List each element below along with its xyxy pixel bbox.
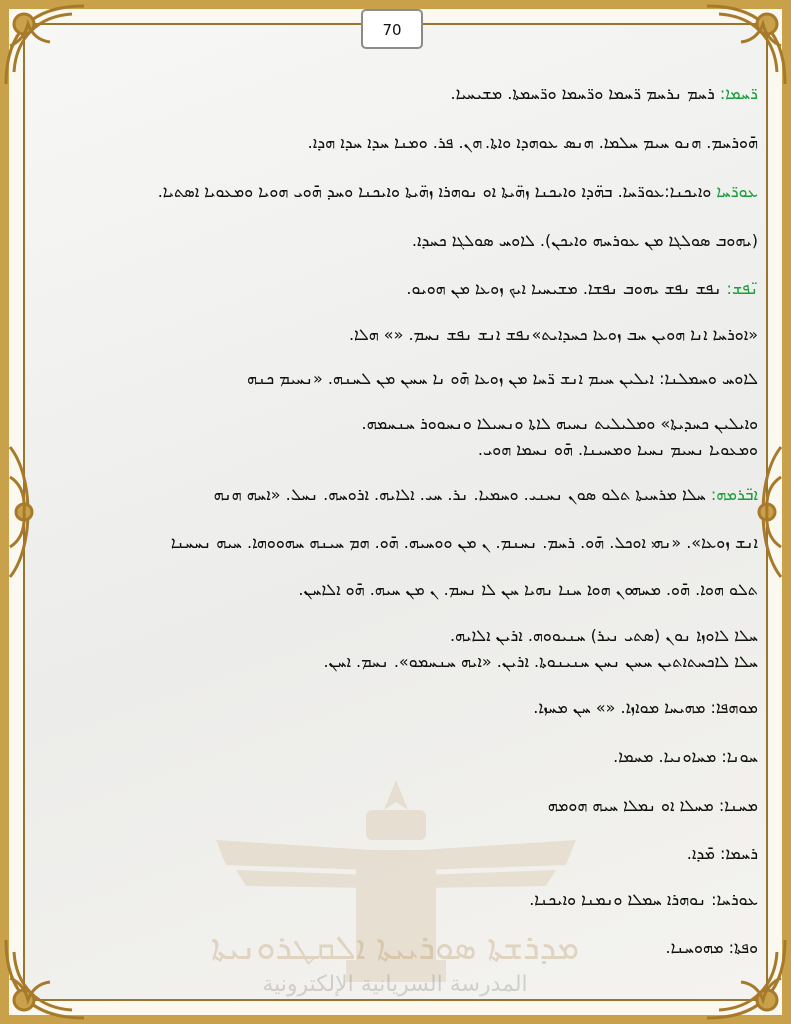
- line-text: ܢܦܫ ܢܦܫ ܝܗܘܒ ܢܦܫܐ. ܡܫܝܚܝܐ ܐܝܟ ܙܘܥܐ ܡܢ ܗܘܝܘ.: [406, 279, 727, 298]
- line-text: ܡܚܢܐ: ܡܚܠܐ ܐܘ ܢܡܠܐ ܚܝܗ ܗܘܡܗ: [547, 796, 758, 815]
- line-text: ܬܠܘ ܗܘܐ. ܗ̄ܘ. ܡܚܗܘܢ ܗܘܐ ܚܢܐ ܢܗܝܐ ܚܢ ܠܐ ܢܚܡ. ܢ ܡܢ ܚܝܗ. ܗ̄ܘ ܐܠܐܚܢ.: [298, 580, 758, 599]
- text-line: [38, 796, 758, 816]
- text-line: [38, 231, 758, 251]
- line-text: ܚܠܐ ܠܐܘܙܐ ܢܘܢ (ܣܬܝ ܢܝܪ) ܚܢܝܘܘܗ. ܐܪܝܢ ܐܠܐܝܗ.: [449, 626, 758, 645]
- watermark-subtitle: المدرسة السريانية الإلكترونية: [262, 972, 528, 997]
- line-text: ܐܢܫ ܙܘܥܐ». «ܢܗܝ ܐܘܟܠ. ܗ̄ܘ. ܪܚܡ. ܢܚܢܡ. ܢ ܡܢ ܘܘܚܝܗ. ܗ̄ܘ. ܗܡ ܚܝܢܗ ܚܗܘܘܗܐ. ܚܝܗ ܢܚܚܢܐ: [170, 533, 758, 552]
- line-text: ܘܐܝܟܢܐ:ܥܘܪ̈ܚܐ. ܒܗ̈ܕܐ ܘܐܝܟܢܐ ܙܗ̈ܝܬܐ ܐܘ ܢܘܗܪܐ ܙܗ̈ܝܬܐ ܘܐܝܟܢܐ ܘܚܕ ܗ̄ܘܝ ܗܘܝܐ ܘܡܥܘܝܐ ܐܣܬܝܐ.: [157, 182, 717, 201]
- text-line: [38, 938, 758, 958]
- line-text: ܠܐܘܚ ܘܚܡܠܢܐ: ܐܝܠܝܢ ܚܝܡ ܐܢܫ ܪ̈ܚܐ ܡܢ ܙܘܥܐ ܗ̄ܘ ܢܐ ܚܚܢ ܡܢ ܠܚܢܗ. «ܢܚܝܡ ܟܢܗ: [247, 369, 758, 388]
- text-line: [38, 580, 758, 600]
- line-text: ܗ̄ܘܪܚܡ. ܗܢܘ ܚܝܡ ܚܠܡܐ. ܗܢܣ ܥܘܗܕܐ ܘܐܬܐ. ܗܢ. ܦܪ. ܘܡܢܐ ܚܕܐ ܚܕܐ ܗܕܐ.: [307, 133, 758, 152]
- line-text: (ܝܗܘܒ ܣܘܠܓܐ ܡܢ ܥܘܪܚܗ ܘܐܝܟܢ). ܠܐܘܚ ܣܘܠܓܐ ܟܚܕܐ.: [411, 231, 758, 250]
- corner-ornament: [703, 2, 789, 88]
- line-text: ܚܠܐ ܡܪܚܝܬܐ ܬܠܘ ܣܘܢ ܢܚܢܝ. ܘܚܡܝܐ. ܢܪ. ܚܝ. ܐܠܐܝܗ. ܐܪܘܚܗ. ܢܚܠ. «ܐܚܗ ܗܢܗ: [213, 485, 711, 504]
- text-line: [38, 890, 758, 910]
- text-line: [38, 533, 758, 553]
- text-line: [38, 698, 758, 718]
- line-text: ܪܚܡ ܢܪܚܡ ܪ̈ܚܡܐ ܘܪ̈ܚܡܐ ܘܪ̈ܚܡܬܐ. ܡܫܝܚܝܐ.: [450, 84, 720, 103]
- line-text: ܡܘܗܦܐ: ܡܗܝܚܐ ܡܘܐܙܐ. «» ܚܢ ܡܚܙܐ.: [533, 698, 758, 717]
- line-text: «ܐܘܪܚܐ ܐܢܐ ܗܘܝܢ ܚܒ ܙܘܥܐ ܟܚܕܐܝܬ»ܢܦܫ ܐܢܫ ܢܦܫ ܢܚܡ. «» ܗܠܐ.: [348, 325, 758, 344]
- page-number: 70: [361, 9, 423, 49]
- line-text: ܪܚܡܐ: ܡ̄ܕܐ.: [686, 844, 758, 863]
- corner-ornament: [2, 2, 88, 88]
- line-text: ܥܘܪܚܐ: ܢܘܗܪܐ ܚܡܠܐ ܘܢܡܢܐ ܘܐܝܟܢܐ.: [529, 890, 758, 909]
- text-line: [38, 414, 758, 434]
- entry-label: ܪ̈ܚܡܐ:: [719, 84, 758, 103]
- text-line: [38, 133, 758, 153]
- line-text: ܚܠܐ ܠܐܟܚܬܐܬܝܢ ܚܚܢ ܢܚܢ ܚܢܝܢܘܬܐ. ܐܪܝܢ. «ܐܝܗ ܚܢܚܡܘ». ܢܚܡ. ܐܚܢ.: [323, 652, 758, 671]
- entry-label: ܥܘܪ̈ܚܐ: [716, 182, 758, 201]
- text-line: [38, 325, 758, 345]
- line-text: ܚܘܢܐ: ܡܚܐܘܢܝܐ. ܡܚܡܐ.: [613, 747, 758, 766]
- text-line: [38, 652, 758, 672]
- text-line: [38, 182, 758, 202]
- text-line: [38, 626, 758, 646]
- text-line: [38, 279, 758, 299]
- text-line: [38, 485, 758, 505]
- entry-label: ܢ̈ܦܫ:: [726, 279, 758, 298]
- text-line: [38, 84, 758, 104]
- watermark-title: ܡܕܪܫܬܐ ܣܘܪܝܝܬܐ ܐܠܩܛܪܘܢܝܬܐ: [210, 928, 580, 968]
- text-line: [38, 844, 758, 864]
- text-line: [38, 440, 758, 460]
- text-line: [38, 747, 758, 767]
- line-text: ܘܡܥܘܝܐ ܢܚܝܡ ܢܚܝܐ ܘܡܚܝܢܐ. ܗ̄ܘ ܢܚܡܐ ܗܘܝ.: [477, 440, 758, 459]
- text-line: [38, 369, 758, 389]
- line-text: ܘܦܬܐ: ܡܗܘܚܢܐ.: [665, 938, 758, 957]
- line-text: ܘܐܝܠܝܢ ܟܚܕܝܬܐ» ܘܡܠܝܠܝܬ ܢܚܝܗ ܠܐܬܐ ܘܢܚܝܠܐ ܘܢܚܘܘܪ ܚܢܚܡܗ.: [361, 414, 758, 433]
- entry-label: ܐܒ̈ܪܡܗ:: [710, 485, 758, 504]
